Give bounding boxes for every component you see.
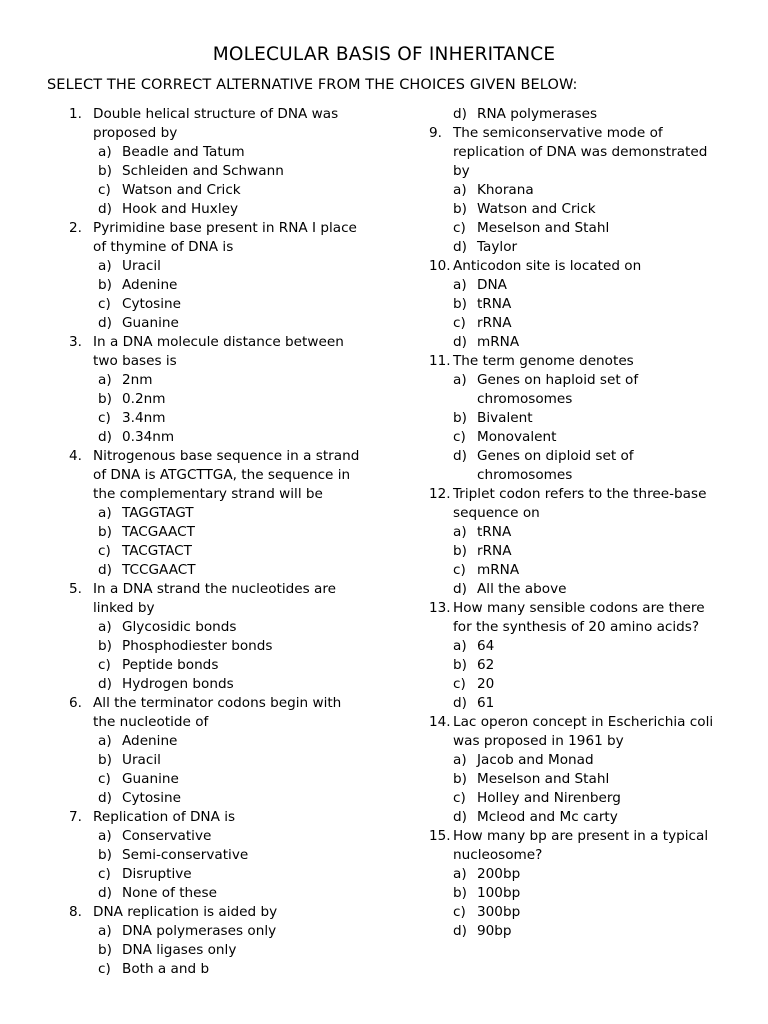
option-letter: d) [453,581,467,597]
question-number: 8. [69,904,82,920]
option-letter: c) [453,429,466,445]
option-text: Jacob and Monad [477,752,594,768]
instruction-text: SELECT THE CORRECT ALTERNATIVE FROM THE CHOICES GIVEN BELOW: [47,77,578,93]
option-text: Hydrogen bonds [122,676,234,692]
option-letter: c) [453,562,466,578]
option-letter: a) [98,258,112,274]
option-letter: a) [453,524,467,540]
option-text: TAGGTAGT [122,505,194,521]
option-text: TCCGAACT [122,562,196,578]
option-letter: a) [98,505,112,521]
option-letter: d) [453,239,467,255]
option-text: mRNA [477,562,520,578]
question-number: 10. [429,258,451,274]
option-letter: d) [453,106,467,122]
option-letter: b) [98,752,112,768]
option-text: Genes on diploid set of [477,448,634,464]
option-letter: a) [98,828,112,844]
question-text: Nitrogenous base sequence in a strand [93,448,360,464]
option-text: 2nm [122,372,153,388]
option-letter: d) [453,334,467,350]
option-text: rRNA [477,315,512,331]
option-letter: b) [453,410,467,426]
option-letter: b) [98,277,112,293]
option-letter: c) [98,182,111,198]
question-text: How many sensible codons are there [453,600,705,616]
option-text: Hook and Huxley [122,201,239,217]
option-text: rRNA [477,543,512,559]
question-text: by [453,163,470,179]
question-text: How many bp are present in a typical [453,828,709,844]
question-text: Pyrimidine base present in RNA I place [93,220,357,236]
option-letter: c) [453,315,466,331]
question-text: of DNA is ATGCTTGA, the sequence in [93,467,351,483]
option-text: Monovalent [477,429,557,445]
question-text: In a DNA strand the nucleotides are [93,581,337,597]
option-text: Glycosidic bonds [122,619,237,635]
question-number: 14. [429,714,451,730]
option-text: Adenine [122,277,178,293]
question-text: proposed by [93,125,178,141]
option-text: 61 [477,695,495,711]
question-text: sequence on [453,505,540,521]
question-text: was proposed in 1961 by [453,733,624,749]
option-letter: a) [98,923,112,939]
option-text: 300bp [477,904,521,920]
question-text: Lac operon concept in Escherichia coli [453,714,714,730]
option-text: Adenine [122,733,178,749]
question-text: nucleosome? [453,847,543,863]
option-letter: d) [453,448,467,464]
option-letter: a) [453,866,467,882]
option-letter: b) [98,163,112,179]
option-text: TACGTACT [122,543,192,559]
option-text: Meselson and Stahl [477,220,610,236]
option-text: 0.2nm [122,391,166,407]
option-text: Uracil [122,752,161,768]
question-number: 3. [69,334,82,350]
option-letter: a) [98,372,112,388]
option-text: Taylor [477,239,518,255]
question-text: the complementary strand will be [93,486,323,502]
question-text: All the terminator codons begin with [93,695,342,711]
option-text: None of these [122,885,217,901]
option-text: Both a and b [122,961,210,977]
option-text: Schleiden and Schwann [122,163,284,179]
option-letter: c) [98,961,111,977]
option-letter: c) [98,866,111,882]
option-letter: a) [453,752,467,768]
question-text: DNA replication is aided by [93,904,278,920]
option-text: Khorana [477,182,534,198]
option-text: Guanine [122,771,179,787]
option-text: chromosomes [477,467,573,483]
option-text: 0.34nm [122,429,175,445]
option-letter: b) [453,885,467,901]
option-letter: b) [453,296,467,312]
option-letter: c) [453,904,466,920]
option-text: Guanine [122,315,179,331]
question-number: 7. [69,809,82,825]
option-letter: d) [453,695,467,711]
option-text: 20 [477,676,495,692]
question-number: 13. [429,600,451,616]
question-number: 12. [429,486,451,502]
option-text: 90bp [477,923,512,939]
option-letter: d) [98,201,112,217]
option-text: All the above [477,581,567,597]
option-letter: c) [98,543,111,559]
question-text: replication of DNA was demonstrated [453,144,708,160]
question-number: 5. [69,581,82,597]
option-text: RNA polymerases [477,106,598,122]
option-letter: c) [98,771,111,787]
option-text: DNA [477,277,507,293]
page-title: MOLECULAR BASIS OF INHERITANCE [212,44,556,65]
option-text: Bivalent [477,410,533,426]
option-text: Cytosine [122,296,182,312]
option-letter: c) [453,676,466,692]
option-text: Phosphodiester bonds [122,638,273,654]
option-letter: a) [453,277,467,293]
option-letter: d) [98,315,112,331]
option-letter: a) [453,372,467,388]
question-number: 4. [69,448,82,464]
option-letter: b) [98,847,112,863]
option-text: 3.4nm [122,410,166,426]
option-text: Cytosine [122,790,182,806]
option-letter: a) [453,638,467,654]
option-text: tRNA [477,524,512,540]
option-text: Genes on haploid set of [477,372,639,388]
question-text: two bases is [93,353,177,369]
option-letter: b) [98,942,112,958]
option-letter: c) [453,790,466,806]
option-letter: b) [98,638,112,654]
option-letter: a) [453,182,467,198]
question-number: 15. [429,828,451,844]
option-letter: c) [98,410,111,426]
option-letter: b) [453,771,467,787]
option-letter: c) [98,657,111,673]
option-text: DNA polymerases only [122,923,277,939]
question-text: The semiconservative mode of [453,125,663,141]
option-text: TACGAACT [122,524,195,540]
option-letter: d) [98,562,112,578]
option-text: 62 [477,657,495,673]
option-text: chromosomes [477,391,573,407]
option-text: 200bp [477,866,521,882]
question-number: 2. [69,220,82,236]
option-letter: b) [98,391,112,407]
option-letter: a) [98,619,112,635]
option-text: Disruptive [122,866,192,882]
option-letter: b) [453,543,467,559]
option-text: Mcleod and Mc carty [477,809,618,825]
option-letter: d) [98,676,112,692]
option-text: tRNA [477,296,512,312]
option-text: Meselson and Stahl [477,771,610,787]
option-text: Uracil [122,258,161,274]
option-text: Peptide bonds [122,657,219,673]
question-number: 9. [429,125,442,141]
option-text: DNA ligases only [122,942,237,958]
option-text: Watson and Crick [122,182,241,198]
option-letter: b) [98,524,112,540]
option-letter: b) [453,657,467,673]
option-letter: b) [453,201,467,217]
option-letter: a) [98,144,112,160]
option-letter: a) [98,733,112,749]
option-letter: d) [98,790,112,806]
option-letter: d) [98,885,112,901]
option-letter: c) [98,296,111,312]
option-letter: d) [453,923,467,939]
question-text: Anticodon site is located on [453,258,642,274]
option-text: 100bp [477,885,521,901]
question-number: 6. [69,695,82,711]
question-text: for the synthesis of 20 amino acids? [453,619,700,635]
question-number: 1. [69,106,82,122]
question-text: Double helical structure of DNA was [93,106,339,122]
question-text: In a DNA molecule distance between [93,334,344,350]
option-text: Watson and Crick [477,201,596,217]
option-text: mRNA [477,334,520,350]
question-text: of thymine of DNA is [93,239,234,255]
question-text: Replication of DNA is [93,809,236,825]
question-text: Triplet codon refers to the three-base [453,486,707,502]
option-letter: d) [98,429,112,445]
option-text: Beadle and Tatum [122,144,245,160]
question-number: 11. [429,353,451,369]
option-text: Conservative [122,828,212,844]
option-text: Holley and Nirenberg [477,790,621,806]
option-letter: c) [453,220,466,236]
option-letter: d) [453,809,467,825]
option-text: Semi-conservative [122,847,249,863]
question-text: linked by [93,600,155,616]
question-text: the nucleotide of [93,714,209,730]
option-text: 64 [477,638,495,654]
question-text: The term genome denotes [453,353,634,369]
